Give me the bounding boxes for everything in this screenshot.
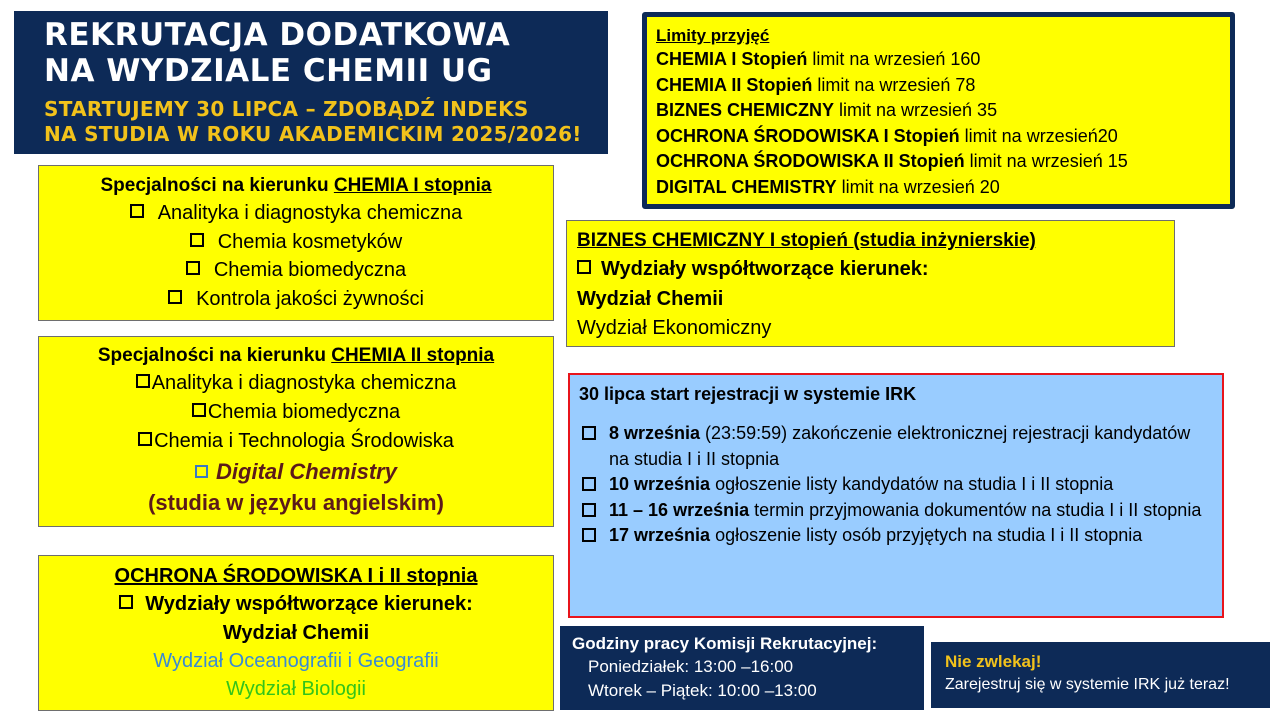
list-item [39, 228, 553, 257]
header-title-line1: REKRUTACJA DODATKOWA [44, 17, 511, 53]
list-item [39, 199, 553, 228]
digital-chemistry-note: (studia w języku angielskim) [148, 490, 444, 515]
limit-program: DIGITAL CHEMISTRY [656, 176, 837, 197]
limit-row [656, 124, 1222, 150]
list-item-label: Kontrola jakości żywności [196, 287, 424, 310]
biznes-title: BIZNES CHEMICZNY I stopień (studia inżynierskie) [577, 230, 1036, 251]
checkbox-bullet-icon [582, 477, 596, 491]
schedule-text: ogłoszenie listy kandydatów na studia I i II stopnia [710, 474, 1114, 494]
cta-text: Zarejestruj się w systemie IRK już teraz! [945, 676, 1230, 693]
limit-row [656, 73, 1222, 99]
limit-text: limit na wrzesień 15 [964, 151, 1128, 171]
checkbox-bullet-icon [186, 261, 200, 275]
list-item-label: Analityka i diagnostyka chemiczna [151, 372, 457, 394]
list-item-label: Chemia biomedyczna [207, 401, 401, 423]
limit-program: CHEMIA I Stopień [656, 49, 808, 69]
biznes-faculties-label [577, 254, 1164, 284]
limit-text: limit na wrzesień 35 [834, 100, 998, 120]
chemia2-title [39, 343, 553, 369]
limit-program: CHEMIA II Stopień [656, 74, 813, 95]
schedule-date: 8 września [609, 423, 701, 443]
biznes-faculty-chemistry: Wydział Chemii [577, 288, 724, 310]
list-item-label: Analityka i diagnostyka chemiczna [157, 202, 463, 224]
limit-text: limit na wrzesień 78 [812, 74, 976, 95]
list-item-label: Chemia kosmetyków [217, 230, 403, 253]
biznes-faculties-text: Wydziały współtworzące kierunek: [601, 258, 929, 280]
schedule-text: termin przyjmowania dokumentów na studia I i II stopnia [749, 499, 1202, 520]
list-item [39, 427, 553, 456]
header-subtitle-line2: NA STUDIA W ROKU AKADEMICKIM 2025/2026! [44, 122, 582, 146]
limit-program: OCHRONA ŚRODOWISKA I Stopień [656, 125, 960, 146]
limits-title: Limity przyjęć [656, 26, 770, 45]
list-item [39, 398, 553, 427]
ochrona-faculty-oceanography: Wydział Oceanografii i Geografii [153, 650, 439, 672]
limit-row [656, 98, 1222, 124]
checkbox-bullet-icon [119, 595, 133, 609]
schedule-item [579, 498, 1212, 524]
irk-schedule-box [568, 373, 1224, 618]
schedule-item [579, 472, 1212, 498]
call-to-action-box [931, 642, 1270, 708]
schedule-item [579, 421, 1212, 472]
limit-row [656, 149, 1222, 175]
limit-text: limit na wrzesień 20 [836, 176, 1000, 197]
list-item-label: Chemia biomedyczna [213, 259, 407, 281]
ochrona-title-program: OCHRONA ŚRODOWISKA I i II stopnia [114, 565, 478, 587]
checkbox-bullet-icon [582, 528, 596, 542]
chemia1-title-program: CHEMIA I stopnia [333, 175, 492, 196]
schedule-date: 10 września [609, 474, 711, 494]
limit-program: OCHRONA ŚRODOWISKA II Stopień [656, 151, 965, 171]
chemia2-specializations-box [38, 336, 554, 527]
schedule-text: (23:59:59) zakończenie elektronicznej rejestracji kandydatów na studia I i II stopnia [609, 423, 1191, 469]
biznes-box [566, 220, 1175, 347]
limit-text: limit na wrzesień 160 [807, 49, 981, 69]
schedule-item [579, 523, 1212, 549]
ochrona-faculties-label [39, 589, 553, 619]
limits-box [642, 12, 1235, 209]
ochrona-title [39, 563, 553, 589]
list-item [39, 369, 553, 398]
limit-row [656, 175, 1222, 201]
irk-title: 30 lipca start rejestracji w systemie IRK [579, 384, 917, 404]
digital-chemistry-item [39, 456, 553, 487]
ochrona-faculties-text: Wydziały współtworzące kierunek: [145, 593, 473, 615]
biznes-faculty-economics: Wydział Ekonomiczny [577, 317, 772, 339]
schedule-text: ogłoszenie listy osób przyjętych na studia I i II stopnia [710, 525, 1143, 545]
checkbox-bullet-icon [582, 503, 596, 517]
chemia2-title-prefix: Specjalności na kierunku [97, 345, 332, 366]
office-hours-tue-fri: Wtorek – Piątek: 10:00 –13:00 [588, 681, 817, 700]
schedule-date: 17 września [609, 525, 711, 545]
list-item [39, 256, 553, 285]
checkbox-bullet-icon [168, 290, 182, 304]
checkbox-bullet-icon [130, 204, 144, 218]
header-subtitle-line1: STARTUJEMY 30 LIPCA – ZDOBĄDŹ INDEKS [44, 97, 529, 121]
office-hours-title: Godziny pracy Komisji Rekrutacyjnej: [572, 634, 878, 653]
chemia1-title-prefix: Specjalności na kierunku [100, 175, 334, 196]
checkbox-bullet-icon [192, 403, 206, 417]
chemia1-specializations-box [38, 165, 554, 321]
checkbox-bullet-icon [138, 432, 152, 446]
checkbox-bullet-icon [136, 374, 150, 388]
checkbox-bullet-icon [195, 465, 208, 478]
limit-program: BIZNES CHEMICZNY [656, 100, 835, 120]
ochrona-box [38, 555, 554, 711]
header-title-line2: NA WYDZIALE CHEMII UG [44, 53, 493, 89]
ochrona-faculty-biology: Wydział Biologii [226, 678, 366, 700]
schedule-date: 11 – 16 września [609, 499, 750, 520]
checkbox-bullet-icon [577, 260, 591, 274]
checkbox-bullet-icon [582, 426, 596, 440]
office-hours-box [560, 626, 924, 710]
checkbox-bullet-icon [190, 233, 204, 247]
list-item-label: Chemia i Technologia Środowiska [154, 430, 454, 452]
list-item [39, 285, 553, 314]
ochrona-faculty-chemistry: Wydział Chemii [222, 622, 370, 644]
chemia2-title-program: CHEMIA II stopnia [331, 345, 495, 366]
limit-row [656, 47, 1222, 73]
office-hours-monday: Poniedziałek: 13:00 –16:00 [588, 657, 794, 676]
limit-text: limit na wrzesień20 [959, 125, 1118, 146]
chemia1-title [39, 173, 553, 199]
cta-title: Nie zwlekaj! [945, 652, 1042, 671]
digital-chemistry-label: Digital Chemistry [216, 459, 397, 484]
header-banner [14, 11, 608, 154]
